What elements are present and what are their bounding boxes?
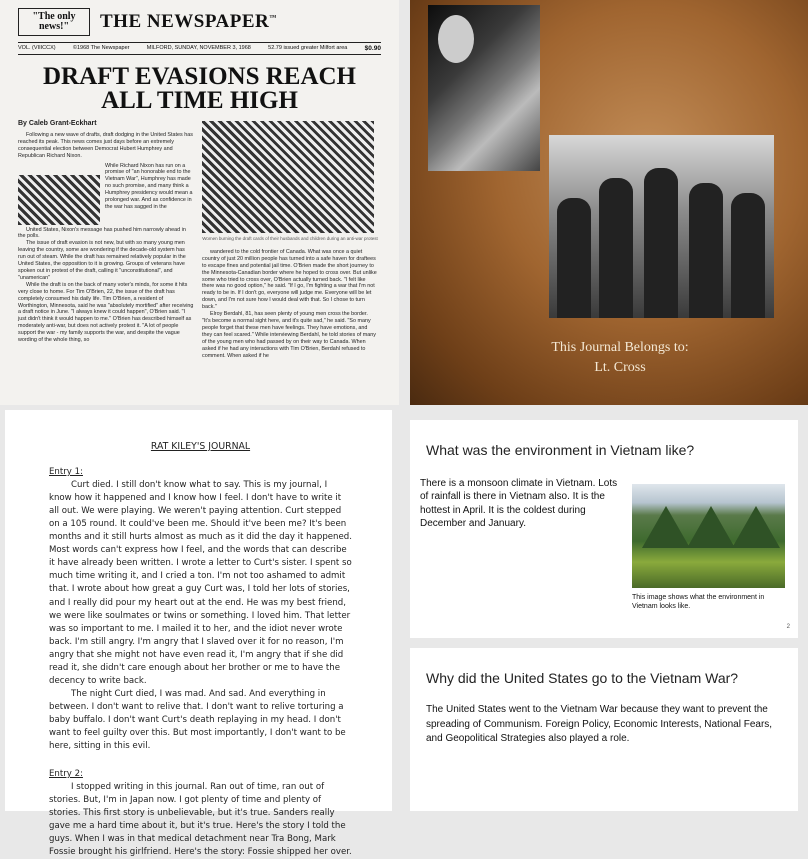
soldier-figure bbox=[731, 193, 765, 318]
newspaper-headline: DRAFT EVASIONS REACH ALL TIME HIGH bbox=[42, 63, 357, 114]
newspaper-copyright: ©1968 The Newspaper bbox=[72, 45, 130, 51]
journal-title: RAT KILEY'S JOURNAL bbox=[150, 441, 251, 452]
slide-number: 2 bbox=[786, 624, 790, 630]
newspaper-column-2 bbox=[202, 121, 378, 359]
article-paragraph: While the draft is on the back of many voter's minds, for some it hits very close to home. For Tim O'Brien, 22, the issue of the draft has completely consumed his daily life. Tim O'Brien, a resident of Worthington, Minnesota, said he was "absolutely mortified" after receiving a draft notice in June. "I always knew it could happen", O'Brien said. "I just didn't think it would happen to me." O'Brien has described himself as moderately anti-war, but does not actively protest it. "A lot of people support the war - my family supports the war, and despite the vague wording of the whole thing, so bbox=[18, 281, 194, 344]
newspaper-column-1 bbox=[18, 121, 194, 359]
article-inline-block bbox=[18, 163, 194, 225]
nixon-photo bbox=[18, 175, 100, 225]
newspaper-price: $0.90 bbox=[364, 45, 381, 52]
mountain-shape bbox=[732, 506, 780, 548]
journal-paragraph: Curt died. I still don't know what to say. This is my journal, I know how it happened and I know how I feel. I don't have to write it all out. We were playing. We weren't paying attention. Curt stepped on a 105 round. It could've been me. Should it've been me? It's been months and it still hurts almost as much as it did the day it happened. Most words can't express how I feel, and the words that can describe it have already been written. I wrote a letter to Curt's sister. I spent so much time writing it, and I cried a ton. I'm not too ashamed to admit that. I wrote about how great a guy Curt was, I told her lots of stories, and I really did pour my heart out at the end. He was my best friend, we were like soulmates or twins or something. I loved him. That letter was so important to me. I mailed it to her, and the idiot never wrote back. I'm still angry. I'm angry that I slaved over it for no reason, I'm angry that she might not have even read it, I'm angry that if she did read it, she didn't care enough about her brother or me to have the decency to write back. bbox=[49, 480, 352, 686]
newspaper-title-text: THE NEWSPAPER bbox=[100, 11, 270, 32]
slide-title: Why did the United States go to the Vietnam War? bbox=[426, 670, 739, 686]
entry-1-label: Entry 1: bbox=[49, 467, 83, 478]
protest-photo-caption: Women burning the draft cards of their husbands and children during an anti-war protest bbox=[202, 236, 378, 241]
journal-owner-text bbox=[520, 338, 720, 378]
newspaper-dateline-bar bbox=[18, 42, 381, 55]
slide-title: What was the environment in Vietnam like? bbox=[426, 442, 695, 458]
mountain-shape bbox=[687, 506, 735, 548]
newspaper-columns bbox=[18, 121, 381, 359]
woman-with-flower-photo bbox=[428, 5, 540, 171]
journal-owner-line1: This Journal Belongs to: bbox=[551, 340, 689, 355]
why-war-slide bbox=[410, 648, 798, 811]
newspaper-badge: "The only news!" bbox=[18, 8, 90, 36]
soldier-figure bbox=[644, 168, 678, 318]
newspaper-volume: VOL. (VIIICCX) bbox=[18, 45, 56, 51]
article-float-text: While Richard Nixon has run on a promise of "an honorable end to the Vietnam War", Humphrey has made no such promise, and many think a Humphrey presidency would mean a prolonged war. And as confidence in the war has sagged in the bbox=[105, 162, 193, 210]
newspaper-page bbox=[0, 0, 399, 405]
environment-slide bbox=[410, 420, 798, 638]
article-paragraph: wandered to the cold frontier of Canada. What was once a quiet country of just 20 million people has turned into a safe haven for draftees to escape fines and potential jail time. O'Brien made the short journey to the Minnesota-Canadian border where he hoped to cross over. But unlike some who tried to cross over, O'Brien actually turned back. "I felt like there was no good option," he said. "If I go, I'm fighting a war that I'm not ready to be in. If I don't go, everyone will judge me. Everyone will be let down, and I'm not sure how I would deal with that. So I chose to turn back." bbox=[202, 248, 377, 311]
slide-body-text: There is a monsoon climate in Vietnam. Lots of rainfall is there in Vietnam also. It is the hottest in April. It is the coldest during December and January. bbox=[420, 478, 618, 530]
journal-paragraph: The night Curt died, I was mad. And sad. And everything in between. I don't want to relive that. I don't want to relive torturing a baby buffalo. I don't want Curt's death replaying in my head. I don't want to feel guilty over this. But most importantly, I don't want to be here, sitting in this evil. bbox=[49, 688, 346, 752]
newspaper-title bbox=[100, 11, 277, 33]
article-paragraph: The issue of draft evasion is not new, but with so many young men leaving the country, some are wondering if the decade-old system has run out of steam. While the draft has remained relatively popular in the United States, the opposition to it is growing. Groups of veterans have spoken out in protest of the draft, calling it "unconstitutional", and "unamerican" bbox=[18, 240, 186, 281]
soldier-figure bbox=[599, 178, 633, 318]
soldiers-group-photo bbox=[549, 135, 774, 318]
article-paragraph: Elroy Berdahl, 81, has seen plenty of young men cross the border. "It's become a normal sight here, and it's quite sad," he said. "So many people forget that these men have feelings. They have emotions, and they can feel scared." While interviewing Berdahl, he told stories of many of the young men who had passed by on their way to Canada. When asked if he had any interactions with Tim O'Brien, Berdahl refused to comment. When asked if he bbox=[202, 311, 376, 359]
newspaper-circulation: 52.79 issued greater Milfort area bbox=[268, 45, 348, 51]
soldier-figure bbox=[557, 198, 591, 318]
paragraph-spacer bbox=[49, 753, 352, 766]
newspaper-masthead bbox=[18, 8, 381, 36]
journal-document-page bbox=[5, 410, 392, 858]
article-paragraph: Following a new wave of drafts, draft dodging in the United States has reached its peak. This news comes just days before an extremely consequential election between Democrat Hubert Humphrey and Republican Richard Nixon. bbox=[18, 131, 193, 159]
protest-photo bbox=[202, 121, 374, 233]
journal-cover-slide bbox=[410, 0, 808, 405]
newspaper-byline: By Caleb Grant-Eckhart bbox=[18, 120, 97, 127]
photo-face-shape bbox=[438, 15, 474, 63]
trademark-mark: ™ bbox=[269, 13, 277, 22]
slide-body-text: The United States went to the Vietnam War because they want to prevent the spreading of Communism. Foreign Policy, Economic Interests, National Fears, and Geopolitical Strategies also played a role. bbox=[426, 704, 773, 744]
newspaper-dateline: MILFORD, SUNDAY, NOVEMBER 3, 1968 bbox=[146, 45, 251, 51]
journal-paragraph: I stopped writing in this journal. Ran out of time, ran out of stories. But, I'm in Japan now. I got plenty of time and plenty of stories. This first story is unbelievable, but it's true. Sanders really gave me a hard time about it, but it's true. Here's the story I told the guys. When I was in that medical detachment near Tra Bong, Mark Fossie brought his girlfriend. Here's the story: Fossie shipped her over. bbox=[49, 782, 352, 858]
soldier-figure bbox=[689, 183, 723, 318]
entry-2-label: Entry 2: bbox=[49, 769, 83, 780]
vietnam-landscape-photo bbox=[632, 484, 785, 588]
image-caption: This image shows what the environment in Vietnam looks like. bbox=[632, 594, 765, 610]
mountain-shape bbox=[642, 506, 690, 548]
article-paragraph: United States, Nixon's message has pushed him narrowly ahead in the polls. bbox=[18, 226, 186, 240]
journal-owner-line2: Lt. Cross bbox=[594, 360, 646, 375]
